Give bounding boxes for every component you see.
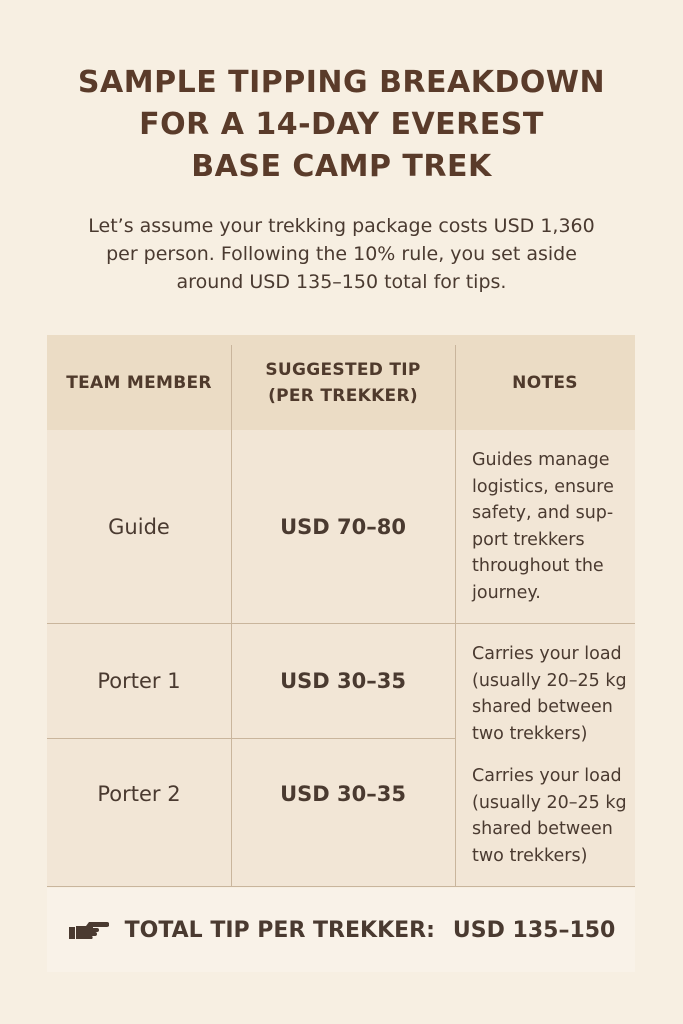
header-notes: NOTES <box>512 372 578 393</box>
table-row-guide-notes <box>472 447 632 606</box>
title-line: FOR A 14-DAY EVEREST <box>139 107 544 142</box>
page-title <box>0 62 683 188</box>
note-line: (usually 20–25 kg <box>472 670 627 691</box>
pointing-hand-icon <box>67 919 109 941</box>
note-line: shared between <box>472 697 613 717</box>
note-line: two trekkers) <box>472 845 588 866</box>
total-value: USD 135–150 <box>452 917 616 943</box>
table-row-porter2-tip: USD 30–35 <box>280 782 406 806</box>
note-line: throughout the <box>472 556 604 576</box>
note-line: (usually 20–25 kg <box>472 792 627 813</box>
header-team-member: TEAM MEMBER <box>66 372 212 393</box>
title-line: SAMPLE TIPPING BREAKDOWN <box>77 65 606 100</box>
tipping-table <box>47 335 635 887</box>
total-tip-banner <box>47 888 635 972</box>
table-row-porter2-member: Porter 2 <box>97 782 181 806</box>
title-line: BASE CAMP TREK <box>191 149 492 184</box>
table-row-porter1-notes <box>472 641 632 747</box>
intro-paragraph <box>40 212 643 296</box>
note-line: journey. <box>472 582 541 603</box>
total-label: TOTAL TIP PER TREKKER: <box>124 917 435 943</box>
table-row-guide-member: Guide <box>108 514 170 539</box>
note-line: two trekkers) <box>472 723 588 744</box>
table-row-guide-tip: USD 70–80 <box>280 514 406 539</box>
note-line: port trekkers <box>472 529 585 550</box>
intro-line: around USD 135–150 total for tips. <box>176 271 507 293</box>
note-line: Carries your load <box>472 644 622 664</box>
table-row-porter1-member: Porter 1 <box>97 668 181 693</box>
header-tip-line: (PER TREKKER) <box>268 385 418 406</box>
note-line: Guides manage <box>472 450 610 470</box>
intro-line: Let’s assume your trekking package costs USD 1,360 <box>88 215 595 237</box>
intro-line: per person. Following the 10% rule, you set aside <box>106 243 577 265</box>
column-divider <box>455 345 456 887</box>
header-suggested-tip <box>231 335 455 430</box>
table-row-porter1-tip: USD 30–35 <box>280 668 406 693</box>
row-divider <box>47 886 635 887</box>
note-line: safety, and sup- <box>472 503 614 523</box>
note-line: Carries your load <box>472 766 622 786</box>
table-row-porter2-notes <box>472 763 632 869</box>
note-line: logistics, ensure <box>472 476 614 497</box>
header-tip-line: SUGGESTED TIP <box>265 359 421 380</box>
note-line: shared between <box>472 819 613 839</box>
